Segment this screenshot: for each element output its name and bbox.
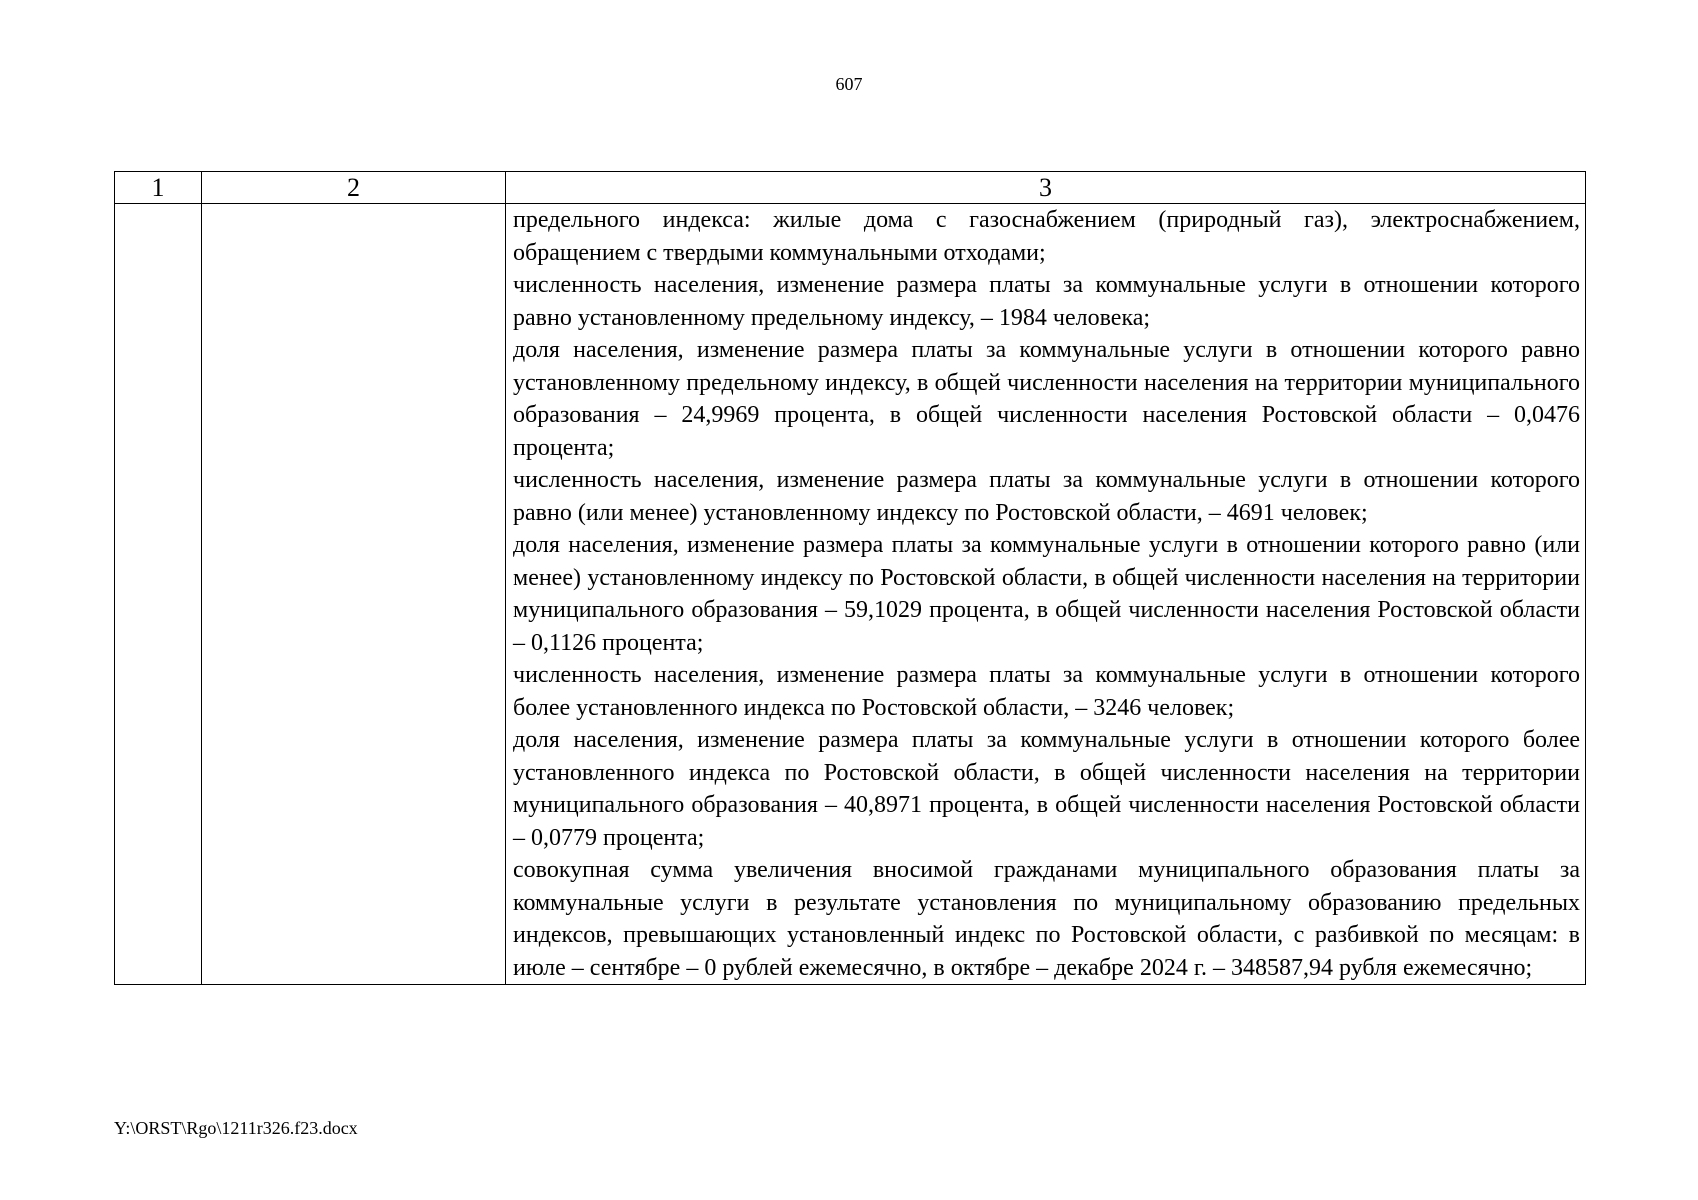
cell-col1 <box>115 204 202 985</box>
table-row <box>115 204 1586 985</box>
page-number: 607 <box>835 74 863 94</box>
paragraph-5: доля населения, изменение размера платы за коммунальные услуги в отношении которого равно (или менее) установленному индексу по Ростовской области, в общей численности населения на территории муниципального образования – 59,1029 процента, в общей численности населения Ростовской области – 0,1126 процента; <box>513 532 1580 656</box>
document-table <box>114 171 1586 985</box>
file-path-footer: Y:\ORST\Rgo\1211r326.f23.docx <box>114 1118 358 1138</box>
paragraph-1: предельного индекса: жилые дома с газоснабжением (природный газ), электроснабжением, обращением с твердыми коммунальными отходами; <box>513 207 1580 266</box>
paragraph-2: численность населения, изменение размера платы за коммунальные услуги в отношении которого равно установленному предельному индексу, – 1984 человека; <box>513 272 1580 331</box>
table-header-row <box>115 172 1586 204</box>
column-header-2: 2 <box>202 172 506 204</box>
column-header-1: 1 <box>115 172 202 204</box>
column-header-3: 3 <box>506 172 1586 204</box>
paragraph-6: численность населения, изменение размера платы за коммунальные услуги в отношении которого более установленного индекса по Ростовской области, – 3246 человек; <box>513 662 1580 721</box>
cell-col3 <box>506 204 1586 985</box>
cell-col2 <box>202 204 506 985</box>
paragraph-7: доля населения, изменение размера платы за коммунальные услуги в отношении которого более установленного индекса по Ростовской области, в общей численности населения на территории муниципального образования – 40,8971 процента, в общей численности населения Ростовской области – 0,0779 процента; <box>513 727 1580 851</box>
paragraph-4: численность населения, изменение размера платы за коммунальные услуги в отношении которого равно (или менее) установленному индексу по Ростовской области, – 4691 человек; <box>513 467 1580 526</box>
paragraph-8: совокупная сумма увеличения вносимой гражданами муниципального образования платы за коммунальные услуги в результате установления по муниципальному образованию предельных индексов, превышающих установленный индекс по Ростовской области, с разбивкой по месяцам: в июле – сентябре – 0 рублей ежемесячно, в октябре – декабре 2024 г. – 348587,94 рубля ежемесячно; <box>513 857 1580 981</box>
paragraph-3: доля населения, изменение размера платы за коммунальные услуги в отношении которого равно установленному предельному индексу, в общей численности населения на территории муниципального образования – 24,9969 процента, в общей численности населения Ростовской области – 0,0476 процента; <box>513 337 1580 461</box>
